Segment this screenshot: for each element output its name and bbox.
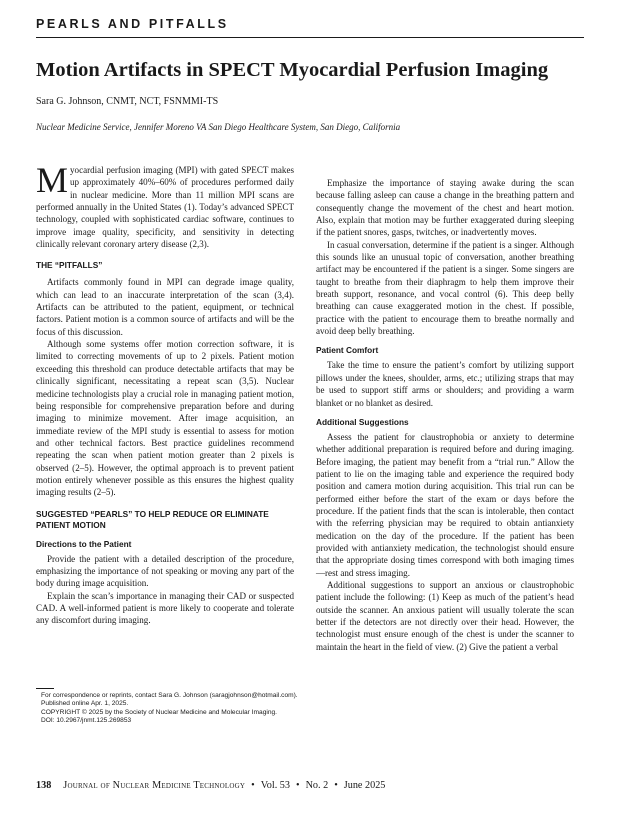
pitfalls-paragraph-1: Artifacts commonly found in MPI can degrade image quality, which can lead to an inaccurate interpretation of the scan (3,4). Artifacts can be attributed to the patient, equipment, or technical factors. Patient motion is a common source of artifacts and will be the focus of this discussion. [36,277,294,337]
directions-paragraph-1: Provide the patient with a detailed description of the procedure, emphasizing the importance of not speaking or moving any part of the body during image acquisition. [36,553,294,589]
page-footer [36,780,385,791]
additional-paragraph-2: Additional suggestions to support an anxious or claustrophobic patient include the following: (1) Keep as much of the patient’s head outside the scanner. An anxious patient will usually tolerate the scan better if the detectors are not directly over their head. However, the technologist must ensure enough of the chest is under the scanner to maintain the heart in the field of view. (2) Give the patient a verbal [316,579,574,652]
volume: Vol. 53 [260,780,290,791]
pearls-heading: SUGGESTED “PEARLS” TO HELP REDUCE OR ELIMINATE PATIENT MOTION [36,508,269,530]
additional-paragraph-1: Assess the patient for claustrophobia or anxiety to determine whether additional preparation is required before and during imaging. Before imaging, the patient may benefit from a “trial run.” Allow the patient to lie on the imaging table and experience the required body position and camera motion during acquisition. This trial run can be performed either before the start of the exam or days before the procedure. If the patient finds that the scan is intolerable, then contact with the referring physician may be required to obtain antianxiety medication on the day of the procedure. If the patient has been provided with antianxiety medication, the technologist should ensure that the appropriate dosing times correspond with both imaging times—rest and stress imaging. [316,431,574,578]
pitfalls-paragraph-2: Although some systems offer motion correction software, it is limited to correcting movements of up to 2 pixels. Patient motion exceeding this threshold can produce detectable artifacts that may be clinically significant, necessitating a repeat scan (3,5). Nuclear medicine technologists play a crucial role in managing patient motion, being responsible for comprehensive preparation before and during imaging to minimize movement. After image acquisition, an immediate review of the MPI study is essential to assess for motion and other technical factors. Best practice guidelines recommend repeating the scan when patient motion greater than 2 pixels is observed (2–5). However, the optimal approach is to prevent patient motion entirely whenever possible as this ensures the highest quality imaging results (2–5). [36,339,294,498]
footnote-copyright: COPYRIGHT © 2025 by the Society of Nuclear Medicine and Molecular Imaging. [41,708,277,716]
directions-paragraph-3: Emphasize the importance of staying awake during the scan because falling asleep can cause a change in the breathing pattern and consequently change the movement of the chest and heart motion. Also, explain that motion may be further exaggerated during sleeping if the patient snores, gasps, twitches, or inadvertently moves. [316,178,574,238]
section-label: PEARLS AND PITFALLS [36,17,229,31]
affiliation-line: Nuclear Medicine Service, Jennifer Moreno VA San Diego Healthcare System, San Diego, California [36,122,401,132]
pitfalls-heading: THE “PITFALLS” [36,260,103,271]
comfort-paragraph: Take the time to ensure the patient’s comfort by utilizing support pillows under the knees, shoulder, arms, etc.; utilizing straps that may be used to support stiff arms or shoulders; and providing a warm blanket or no blanket as desired. [316,360,574,408]
author-line: Sara G. Johnson, CNMT, NCT, FSNMMI-TS [36,96,219,107]
footnote-rule [36,688,54,689]
page-number: 138 [36,780,52,791]
footnote-published: Published online Apr. 1, 2025. [41,700,129,708]
footer-separator: • [334,780,338,791]
issue: No. 2 [305,780,329,791]
drop-cap: M [36,160,69,200]
article-title: Motion Artifacts in SPECT Myocardial Perfusion Imaging [36,59,549,81]
footnote-correspondence: For correspondence or reprints, contact Sara G. Johnson (saragjohnson@hotmail.com). [41,692,298,699]
footer-separator: • [295,780,300,791]
journal-name: Journal of Nuclear Medicine Technology [63,780,246,791]
intro-paragraph [36,160,294,250]
additional-heading: Additional Suggestions [316,416,409,427]
comfort-heading: Patient Comfort [316,345,379,356]
header-rule [36,37,584,38]
left-column [36,160,294,634]
footer-separator: • [251,780,255,791]
directions-heading: Directions to the Patient [36,538,132,549]
right-column [316,177,574,801]
directions-paragraph-4: In casual conversation, determine if the patient is a singer. Although this sounds like an unusual topic of conversation, another breathing artifact may be encountered if the patient is a singer. Some singers are taught to breathe from their diaphragm to help them improve their breath support, resonance, and vocal control (6). This deep belly breathing can cause exaggerated motion in the chest. If possible, practice with the patient to encourage them to breathe normally and avoid deep belly breathing. [316,239,574,337]
footnotes [36,692,298,726]
intro-text: yocardial perfusion imaging (MPI) with gated SPECT makes up approximately 40%–60% of procedures performed daily in nuclear medicine. More than 11 million MPI scans are performed annually in the United States (1). Today’s advanced SPECT technology, coupled with sophisticated cardiac software, continues to improve image quality, specificity, and sensitivity in detecting clinically relevant coronary artery disease (2,3). [36,165,294,250]
footnote-doi: DOI: 10.2967/jnmt.125.269853 [41,717,132,725]
issue-date: June 2025 [343,780,386,791]
directions-paragraph-2: Explain the scan’s importance in managing their CAD or suspected CAD. A well-informed patient is more likely to cooperate and tolerate any discomfort during imaging. [36,590,294,626]
